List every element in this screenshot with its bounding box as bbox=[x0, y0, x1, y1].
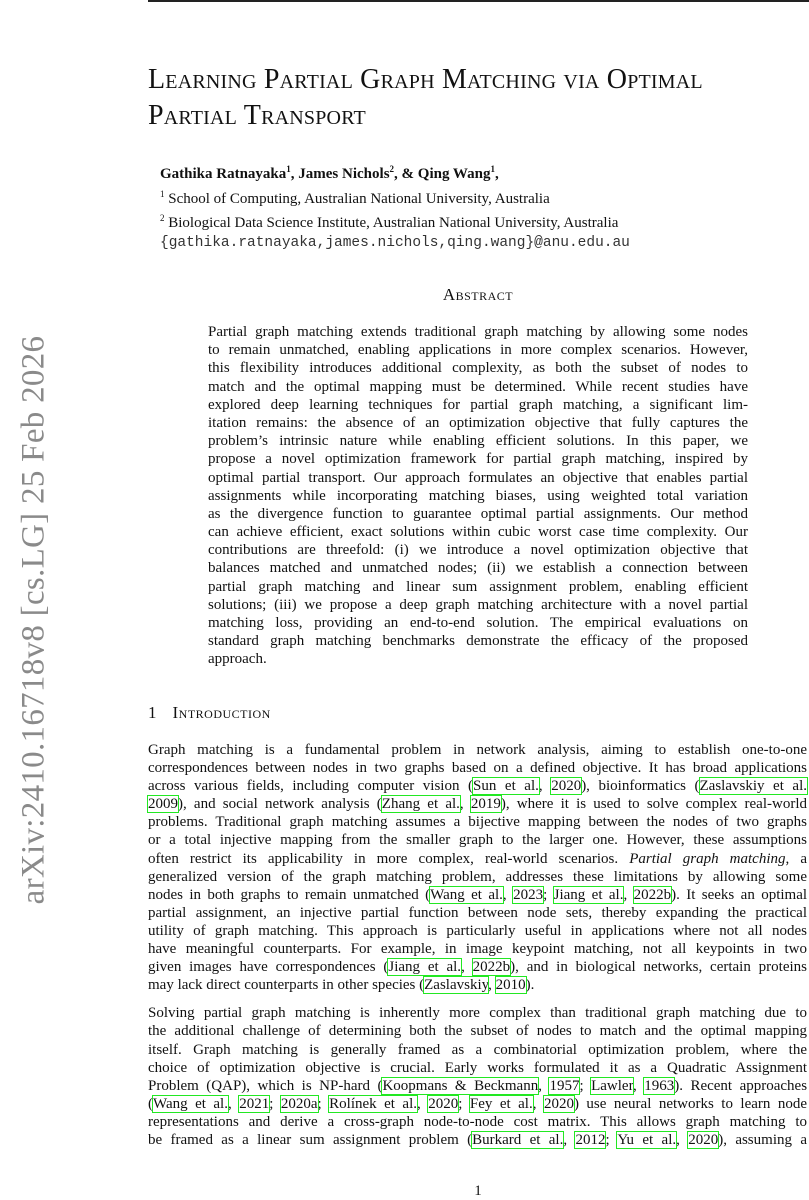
text-run: ), where it is used to solve complex real-world bbox=[500, 796, 807, 813]
abstract-line: propose a novel optimization framework for partial graph matching, inspired by bbox=[208, 451, 748, 468]
citation-link[interactable]: Wang et al. bbox=[430, 886, 503, 903]
author-block bbox=[160, 160, 630, 253]
citation-link[interactable]: 2021 bbox=[239, 1095, 270, 1112]
citation-link[interactable]: 2012 bbox=[575, 1131, 606, 1148]
text-run: ), bioinformatics ( bbox=[581, 778, 700, 795]
title-line-2: Partial Transport bbox=[148, 100, 366, 131]
text-run: , bbox=[538, 1077, 550, 1094]
text-line bbox=[148, 1131, 807, 1149]
text-line bbox=[148, 868, 807, 886]
citation-link[interactable]: 2022b bbox=[633, 886, 672, 903]
text-line bbox=[148, 1113, 807, 1131]
text-run: , bbox=[563, 1131, 576, 1148]
text-run: partial assignment, an injective partial function between node sets, thereby expanding the practical bbox=[148, 904, 807, 921]
text-run: across various fields, including computer vision ( bbox=[148, 778, 474, 795]
abstract-line: as the divergence function to guarantee optimal partial assignments. Our method bbox=[208, 505, 748, 522]
text-line bbox=[148, 1041, 807, 1059]
citation-link[interactable]: Jiang et al. bbox=[388, 959, 462, 976]
abstract-line: standard graph matching benchmarks demonstrate the efficacy of the proposed bbox=[208, 633, 748, 650]
abstract-line: match and the optimal mapping must be determined. While recent studies have bbox=[208, 378, 748, 395]
text-run: correspondences between nodes in two graphs based on a defined objective. It has broad applications bbox=[148, 760, 807, 777]
citation-link[interactable]: Fey et al. bbox=[469, 1095, 533, 1112]
citation-link[interactable]: 2020a bbox=[280, 1095, 318, 1112]
section-heading bbox=[148, 703, 271, 723]
text-line bbox=[148, 850, 807, 868]
text-line bbox=[148, 904, 807, 922]
text-run: , bbox=[461, 959, 473, 976]
text-run: ), and in biological networks, certain proteins bbox=[510, 959, 807, 976]
abstract-line: approach. bbox=[208, 651, 267, 668]
section-number: 1 bbox=[148, 703, 157, 722]
text-run: ; bbox=[543, 886, 554, 903]
text-run: Solving partial graph matching is inherently more complex than traditional graph matching due to bbox=[148, 1005, 807, 1022]
abstract-line: assignments while incorporating matching biases, using weighted total variation bbox=[208, 487, 748, 504]
text-run: be framed as a linear sum assignment problem ( bbox=[148, 1131, 473, 1148]
paper-title bbox=[148, 62, 703, 134]
text-run: , bbox=[227, 1095, 240, 1112]
paragraph bbox=[148, 1004, 807, 1149]
introduction-body bbox=[148, 741, 807, 1149]
text-line bbox=[148, 922, 807, 940]
affiliation-2-mark: 2 bbox=[160, 213, 165, 223]
abstract-line: Partial graph matching extends traditional graph matching by allowing some nodes bbox=[208, 324, 748, 340]
text-run: ; bbox=[458, 1095, 470, 1112]
citation-link[interactable]: 2022b bbox=[472, 959, 511, 976]
text-run: utility of graph matching. This approach is particularly useful in applications where not all nodes bbox=[148, 922, 807, 939]
text-run: ), and social network analysis ( bbox=[178, 796, 382, 813]
affiliation-2-text: Biological Data Science Institute, Australian National University, Australia bbox=[164, 215, 619, 231]
author-2: , James Nichols bbox=[290, 166, 390, 182]
text-run: Graph matching is a fundamental problem in network analysis, aiming to establish one-to-one bbox=[148, 742, 807, 758]
text-run: representations and derive a cross-graph node-to-node cost matrix. This allows graph matching to bbox=[148, 1113, 807, 1130]
abstract-line: to remain unmatched, enabling applications in more complex scenarios. However, bbox=[208, 342, 748, 359]
text-line bbox=[148, 831, 807, 849]
text-run: , bbox=[532, 1095, 544, 1112]
emphasis: Partial graph matching bbox=[629, 850, 786, 867]
text-line bbox=[148, 777, 807, 795]
citation-link[interactable]: 2010 bbox=[495, 977, 526, 994]
author-tail: , bbox=[494, 166, 499, 182]
citation-link[interactable]: 1957 bbox=[549, 1077, 580, 1094]
author-1-affil: 1 bbox=[286, 164, 291, 174]
text-run: given images have correspondences ( bbox=[148, 959, 389, 976]
citation-link[interactable]: 2019 bbox=[470, 796, 501, 813]
text-run: problems. Traditional graph matching assumes a bijective mapping between the nodes of two graphs bbox=[148, 814, 807, 831]
abstract-heading: Abstract bbox=[442, 285, 514, 304]
author-1: Gathika Ratnayaka bbox=[160, 166, 287, 182]
citation-link[interactable]: Rolínek et al. bbox=[329, 1095, 417, 1112]
text-run: ). Recent approaches bbox=[674, 1077, 808, 1094]
abstract-line: matching loss, providing an end-to-end solution. The empirical evaluations on bbox=[208, 615, 748, 631]
text-line bbox=[148, 958, 807, 976]
text-run: have meaningful counterparts. For example, in image keypoint matching, not all keypoints in two bbox=[148, 941, 807, 958]
text-run: , a bbox=[785, 850, 807, 867]
text-run: ; bbox=[317, 1095, 330, 1112]
citation-link[interactable]: Burkard et al. bbox=[472, 1131, 564, 1148]
author-emails: {gathika.ratnayaka,james.nichols,qing.wang}@anu.edu.au bbox=[160, 234, 630, 251]
text-run: ; bbox=[269, 1095, 281, 1112]
citation-link[interactable]: Koopmans & Beckmann bbox=[382, 1077, 539, 1094]
citation-link[interactable]: Yu et al. bbox=[617, 1131, 677, 1148]
text-run: or a total injective mapping from the smaller graph to the larger one. However, these assumptions bbox=[148, 832, 807, 849]
paragraph bbox=[148, 741, 807, 994]
abstract-line: this flexibility introduces additional complexity, as both the subset of nodes to bbox=[208, 360, 748, 377]
text-line bbox=[148, 1077, 807, 1095]
arxiv-stamp: arXiv:2410.16718v8 [cs.LG] 25 Feb 2026 bbox=[15, 335, 52, 905]
author-names bbox=[160, 160, 630, 185]
text-run: itself. Graph matching is generally framed as a combinatorial optimization problem, where the bbox=[148, 1041, 807, 1058]
text-run: often restrict its applicability in more complex, real-world scenarios. bbox=[148, 850, 630, 867]
text-line bbox=[148, 795, 807, 813]
text-line bbox=[148, 759, 807, 777]
text-run: , bbox=[538, 778, 552, 795]
text-run: ( bbox=[148, 1095, 153, 1112]
text-run: , bbox=[676, 1131, 689, 1148]
text-line bbox=[148, 813, 807, 831]
text-line bbox=[148, 1022, 807, 1040]
affiliation-2 bbox=[160, 209, 630, 234]
citation-link[interactable]: Zaslavskiy bbox=[424, 977, 489, 994]
text-run: ; bbox=[605, 1131, 618, 1148]
citation-link[interactable]: Zaslavskiy et al. bbox=[699, 778, 808, 795]
text-run: , bbox=[488, 977, 496, 994]
text-run: , bbox=[502, 886, 514, 903]
text-run: , bbox=[459, 796, 471, 813]
section-title: Introduction bbox=[172, 703, 271, 722]
text-run: the additional challenge of determining both the subset of nodes to match and the optimal mapping bbox=[148, 1023, 807, 1040]
text-line bbox=[148, 940, 807, 958]
page-number: 1 bbox=[474, 1183, 482, 1199]
text-line bbox=[148, 886, 807, 904]
header-rule bbox=[148, 0, 809, 2]
abstract-line: problem’s intrinsic nature while enabling efficient solutions. In this paper, we bbox=[208, 433, 748, 450]
citation-link[interactable]: Sun et al. bbox=[473, 778, 539, 795]
citation-link[interactable]: Wang et al. bbox=[153, 1095, 228, 1112]
citation-link[interactable]: Zhang et al. bbox=[381, 796, 460, 813]
text-run: may lack direct counterparts in other species ( bbox=[148, 977, 425, 994]
text-line bbox=[148, 741, 807, 759]
citation-link[interactable]: 2020 bbox=[543, 1095, 574, 1112]
text-run: ) use neural networks to learn node bbox=[573, 1095, 808, 1112]
text-line bbox=[148, 1095, 807, 1113]
affiliation-1-mark: 1 bbox=[160, 188, 165, 199]
citation-link[interactable]: Jiang et al. bbox=[553, 886, 624, 903]
abstract-line: contributions are threefold: (i) we introduce a novel optimization objective that bbox=[208, 542, 748, 559]
abstract-line: balances matched and unmatched nodes; (ii) we establish a connection between bbox=[208, 560, 748, 577]
author-2-affil: 2 bbox=[389, 164, 395, 174]
text-run: , bbox=[417, 1095, 429, 1112]
citation-link[interactable]: 2023 bbox=[513, 886, 544, 903]
abstract-line: explored deep learning techniques for partial graph matching, a significant lim- bbox=[208, 396, 748, 413]
abstract-line: optimal partial transport. Our approach formulates an objective that enables partial bbox=[208, 469, 748, 486]
text-line bbox=[148, 1004, 807, 1022]
text-line bbox=[148, 976, 807, 994]
text-run: ). It seeks an optimal bbox=[671, 886, 808, 903]
text-line bbox=[148, 1059, 807, 1077]
text-run: ; bbox=[579, 1077, 592, 1094]
text-run: nodes in both graphs to remain unmatched ( bbox=[148, 886, 431, 903]
citation-link[interactable]: Lawler bbox=[591, 1077, 633, 1094]
abstract-line: itation remains: the absence of an optimization objective that fully captures the bbox=[208, 414, 748, 431]
abstract-line: solutions; (iii) we propose a deep graph matching architecture with a novel partial bbox=[208, 596, 748, 613]
citation-link[interactable]: 2020 bbox=[688, 1131, 719, 1148]
affiliation-1 bbox=[160, 185, 630, 210]
text-run: choice of optimization objective is crucial. Early works formulated it as a Quadratic Assignment bbox=[148, 1059, 807, 1076]
citation-link[interactable]: 2020 bbox=[551, 778, 582, 795]
abstract-line: can achieve efficient, exact solutions within cubic worst case time complexity. Our bbox=[208, 524, 748, 541]
text-run: , bbox=[632, 1077, 645, 1094]
author-3-affil: 1 bbox=[490, 164, 495, 174]
title-line-1: Learning Partial Graph Matching via Optimal bbox=[148, 64, 703, 95]
text-run: generalized version of the graph matching problem, addresses these limitations by allowing some bbox=[148, 868, 807, 885]
affiliation-1-text: School of Computing, Australian National University, Australia bbox=[164, 190, 550, 207]
text-run: ). bbox=[525, 977, 535, 994]
abstract-body bbox=[208, 323, 748, 669]
abstract-line: partial graph matching and linear sum assignment problem, enabling efficient bbox=[208, 578, 748, 595]
text-run: , bbox=[623, 886, 634, 903]
author-3: , & Qing Wang bbox=[394, 166, 491, 182]
text-run: Problem (QAP), which is NP-hard ( bbox=[148, 1077, 383, 1094]
citation-link[interactable]: 2020 bbox=[428, 1095, 459, 1112]
citation-link[interactable]: 1963 bbox=[644, 1077, 675, 1094]
text-run: ), assuming a bbox=[718, 1131, 807, 1148]
citation-link[interactable]: 2009 bbox=[148, 796, 178, 813]
